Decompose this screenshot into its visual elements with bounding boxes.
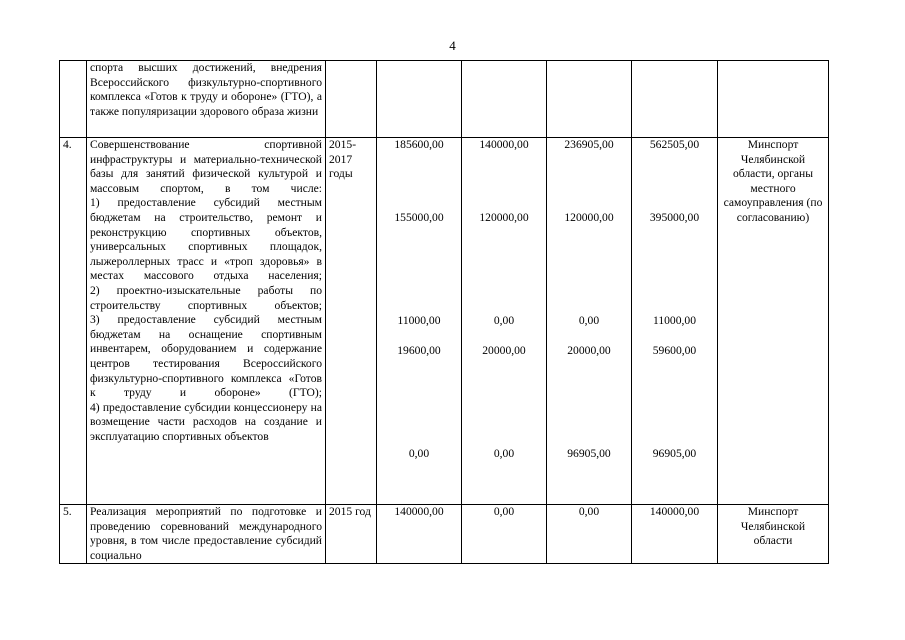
row-responsible: Минспорт Челябинской области, органы местного самоуправления (по согласованию) <box>718 138 829 505</box>
value: 140000,00 <box>479 138 529 151</box>
value: 0,00 <box>408 447 430 460</box>
value: 0,00 <box>547 505 632 564</box>
value: 0,00 <box>493 314 515 327</box>
value: 562505,00 <box>649 138 700 151</box>
value-cell <box>462 61 547 138</box>
value: 0,00 <box>462 505 547 564</box>
row-years: 2015 год <box>326 505 377 564</box>
value: 20000,00 <box>567 344 611 357</box>
value: 0,00 <box>578 314 600 327</box>
value-cell <box>547 61 632 138</box>
row-description <box>87 138 326 505</box>
value-cell <box>377 61 462 138</box>
row-number: 4. <box>60 138 87 505</box>
description-paragraph: Реализация мероприятий по подготовке и проведению соревнований международного уровня, в том числе предоставление субсидий социально <box>90 505 322 562</box>
value-cell <box>377 138 462 505</box>
row-years <box>326 61 377 138</box>
value-cell <box>632 138 718 505</box>
value: 20000,00 <box>482 344 526 357</box>
value: 11000,00 <box>652 314 697 327</box>
description-paragraph: 4) предоставление субсидии концессионеру на возмещение части расходов на создание и эксплуатацию спортивных объектов <box>90 400 322 443</box>
value: 96905,00 <box>567 447 611 460</box>
row-number <box>60 61 87 138</box>
table-row <box>60 138 829 505</box>
description-paragraph: 2) проектно-изыскательные работы по строительству спортивных объектов; <box>90 283 322 312</box>
value: 140000,00 <box>632 505 718 564</box>
value: 19600,00 <box>397 344 441 357</box>
value: 59600,00 <box>652 344 697 357</box>
value-cell <box>632 61 718 138</box>
row-description <box>87 61 326 138</box>
value: 155000,00 <box>394 211 444 224</box>
value: 0,00 <box>493 447 515 460</box>
table-row <box>60 61 829 138</box>
value: 120000,00 <box>564 211 614 224</box>
page-number: 4 <box>449 38 456 53</box>
value: 11000,00 <box>397 314 441 327</box>
description-paragraph: спорта высших достижений, внедрения Всероссийского физкультурно-спортивного комплекса «Готов к труду и обороне» (ГТО), а также популяризации здорового образа жизни <box>90 61 322 118</box>
row-responsible: Минспорт Челябинской области <box>718 505 829 564</box>
program-table <box>59 60 829 564</box>
row-description <box>87 505 326 564</box>
value: 96905,00 <box>652 447 697 460</box>
table-row <box>60 505 829 564</box>
value: 140000,00 <box>377 505 462 564</box>
value-cell <box>462 138 547 505</box>
description-paragraph: 3) предоставление субсидий местным бюджетам на оснащение спортивным инвентарем, оборудованием и содержание центров тестирования Всероссийского физкультурно-спортивного комплекса «Готов к труду и обороне» (ГТО); <box>90 313 322 400</box>
value: 395000,00 <box>649 211 700 224</box>
description-paragraph: 1) предоставление субсидий местным бюджетам на строительство, ремонт и реконструкцию спортивных объектов, универсальных спортивных площадок, лыжероллерных трасс и «троп здоровья» в местах массового отдыха населения; <box>90 196 322 283</box>
value: 120000,00 <box>479 211 529 224</box>
row-number: 5. <box>60 505 87 564</box>
value: 236905,00 <box>564 138 614 151</box>
description-paragraph: Совершенствование спортивной инфраструктуры и материально-технической базы для занятий физической культурой и массовым спортом, в том числе: <box>90 138 322 195</box>
value-cell <box>547 138 632 505</box>
value: 185600,00 <box>394 138 444 151</box>
row-years: 2015-2017 годы <box>326 138 377 505</box>
row-responsible <box>718 61 829 138</box>
